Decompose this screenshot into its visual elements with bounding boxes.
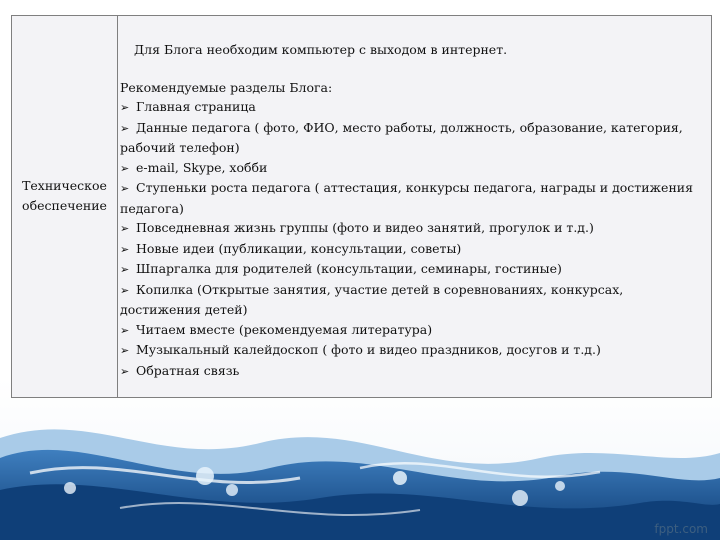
content-table (11, 15, 712, 398)
fppt-logo: fppt.com (654, 522, 708, 536)
bullet-item (120, 320, 705, 341)
left-label-line1: Техническое (22, 178, 107, 193)
arrow-bullet-icon: ➢ (120, 323, 130, 337)
arrow-bullet-icon: ➢ (120, 182, 130, 195)
wave-decoration (0, 398, 720, 540)
arrow-bullet-icon: ➢ (120, 222, 130, 235)
column-divider (117, 16, 118, 397)
sections-heading: Рекомендуемые разделы Блога: (120, 79, 333, 95)
arrow-bullet-icon: ➢ (120, 344, 130, 357)
bullet-text: Новые идеи (публикации, консультации, советы) (136, 240, 462, 256)
bullet-item (120, 97, 705, 118)
bullet-item (120, 118, 705, 158)
bullet-item (120, 340, 705, 361)
bullet-item (120, 178, 705, 218)
bullet-text: Обратная связь (136, 362, 240, 378)
left-label-line2: обеспечение (22, 198, 107, 213)
arrow-bullet-icon: ➢ (120, 283, 130, 297)
bullet-text: Шпаргалка для родителей (консультации, семинары, гостиные) (136, 261, 562, 276)
bullet-item (120, 218, 705, 239)
bullet-text: e-mail, Skype, хобби (136, 159, 268, 175)
bullet-text: Данные педагога ( фото, ФИО, место работы, должность, образование, категория, рабочий телефон) (120, 119, 683, 155)
intro-text: Для Блога необходим компьютер с выходом в интернет. (134, 42, 508, 57)
bullet-list (120, 97, 705, 381)
bullet-text: Ступеньки роста педагога ( аттестация, конкурсы педагога, награды и достижения педагога) (120, 180, 694, 216)
bullet-item (120, 158, 705, 179)
right-cell (120, 40, 705, 381)
bullet-item (120, 259, 705, 280)
left-cell (12, 176, 117, 216)
arrow-bullet-icon: ➢ (120, 101, 130, 114)
bullet-text: Повседневная жизнь группы (фото и видео занятий, прогулок и т.д.) (136, 220, 594, 235)
arrow-bullet-icon: ➢ (120, 242, 130, 256)
bullet-text: Копилка (Открытые занятия, участие детей в соревнованиях, конкурсах, достижения детей) (120, 281, 624, 317)
arrow-bullet-icon: ➢ (120, 121, 130, 135)
bullet-text: Главная страница (136, 99, 256, 114)
arrow-bullet-icon: ➢ (120, 364, 130, 378)
bullet-item (120, 280, 705, 320)
bullet-text: Музыкальный калейдоскоп ( фото и видео праздников, досугов и т.д.) (136, 342, 601, 357)
bullet-text: Читаем вместе (рекомендуемая литература) (136, 321, 433, 337)
bullet-item (120, 239, 705, 260)
arrow-bullet-icon: ➢ (120, 263, 130, 276)
arrow-bullet-icon: ➢ (120, 161, 130, 175)
bullet-item (120, 361, 705, 382)
